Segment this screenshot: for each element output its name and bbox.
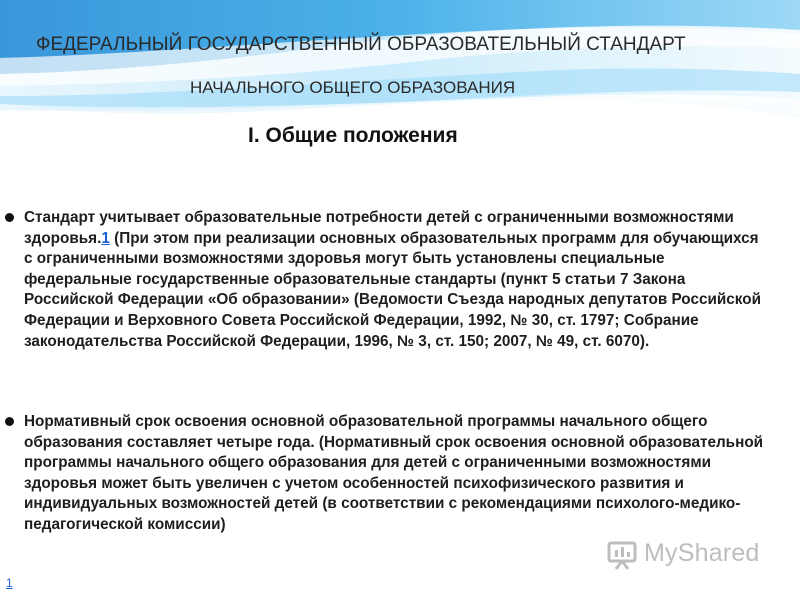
paragraph-1-text-start: Стандарт учитывает образовательные потребности детей с ограниченными возможностями здоровья. — [24, 209, 734, 247]
footnote-link[interactable]: 1 — [6, 576, 13, 590]
standard-title-line-1: ФЕДЕРАЛЬНЫЙ ГОСУДАРСТВЕННЫЙ ОБРАЗОВАТЕЛЬНЫЙ СТАНДАРТ — [36, 34, 686, 55]
paragraph-2-text: Нормативный срок освоения основной образовательной программы начального общего образования составляет четыре года. (Нормативный срок освоения основной образовательной программы начального общего образования для детей с ограниченными возможностями здоровья может быть увеличен с учетом особенностей психофизического развития и индивидуальных возможностей детей (в соответствии с рекомендациями психолого-медико-педагогической комиссии) — [24, 413, 764, 533]
myshared-watermark — [604, 536, 776, 572]
myshared-logo-icon — [606, 537, 640, 571]
header-swoosh-decoration — [0, 0, 800, 130]
standard-title-line-2: НАЧАЛЬНОГО ОБЩЕГО ОБРАЗОВАНИЯ — [190, 78, 516, 97]
section-heading: I. Общие положения — [248, 124, 458, 147]
bullet-dot-icon — [5, 213, 14, 222]
paragraph-1-text-rest: (При этом при реализации основных образовательных программ для обучающихся с ограниченными возможностями здоровья могут быть установлены специальные федеральные государственные образовательные стандарты (пункт 5 статьи 7 Закона Российской Федерации «Об образовании» (Ведомости Съезда народных депутатов Российской Федерации и Верховного Совета Российской Федерации, 1992, № 30, ст. 1797; Собрание законодательства Российской Федерации, 1996, № 3, ст. 150; 2007, № 49, ст. 6070). — [24, 229, 761, 350]
footnote-reference-link[interactable]: 1 — [101, 229, 110, 247]
bullet-dot-icon — [5, 417, 14, 426]
bullet-paragraph-2 — [24, 412, 764, 536]
bullet-paragraph-1 — [24, 208, 764, 352]
watermark-text: MyShared — [644, 539, 760, 567]
